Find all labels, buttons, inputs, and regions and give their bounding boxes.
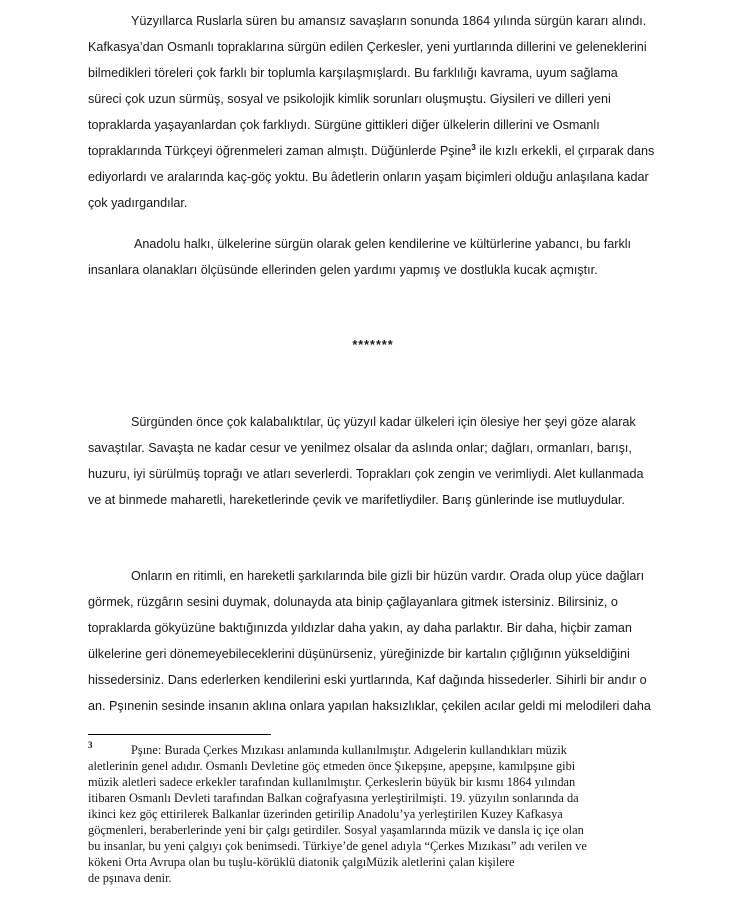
- paragraph-1-line-1: Yüzyıllarca Ruslarla süren bu amansız savaşların sonunda 1864 yılında sürgün kararı alındı.: [131, 14, 647, 28]
- footnote-line-5: ikinci kez göç ettirilerek Balkanlar üzerinden getirilip Anadolu’ya yerleştirilen Kuzey Kafkasya: [88, 807, 563, 821]
- footnote-line-9: de pşınava denir.: [88, 871, 172, 885]
- footnote-line-4: itibaren Osmanlı Devleti tarafından Balkan coğrafyasına yerleştirilmişti. 19. yüzyılın sonlarında da: [88, 791, 579, 805]
- section-separator: *******: [352, 338, 394, 352]
- paragraph-1-line-5: topraklarda yaşayanlardan çok farklıydı. Sürgüne gittikleri diğer ülkelerin dillerini ve Osmanlı: [88, 118, 600, 132]
- paragraph-1-line-6-before: topraklarında Türkçeyi öğrenmeleri zaman almıştı. Düğünlerde Pşine: [88, 144, 472, 158]
- paragraph-3-line-4: ve at binmede maharetli, hareketlerinde çevik ve marifetliydiler. Barış günlerinde ise mutluydular.: [88, 493, 625, 507]
- footnote-line-3: müzik aletleri sadece erkekler tarafından kullanılmıştır. Çerkeslerin büyük bir kısmı 1864 yılından: [88, 775, 576, 789]
- paragraph-1-line-7: ediyorlardı ve aralarında kaç-göç yoktu. Bu âdetlerin onların yaşam biçimleri olduğu anlaşılana kadar: [88, 170, 649, 184]
- footnote-line-6: göçmenleri, beraberlerinde yeni bir çalgı getirdiler. Sosyal yaşamlarında müzik ve dansla iç içe olan: [88, 823, 584, 837]
- paragraph-3-line-2: savaştılar. Savaşta ne kadar cesur ve yenilmez olsalar da aslında onlar; dağları, ormanları, barışı,: [88, 441, 632, 455]
- paragraph-1-line-3: bilmedikleri töreleri çok farklı bir toplumla karşılaşmışlardı. Bu farklılığı kavrama, uyum sağlama: [88, 66, 618, 80]
- footnote-divider: [88, 734, 271, 735]
- paragraph-4-line-1: Onların en ritimli, en hareketli şarkılarında bile gizli bir hüzün vardır. Orada olup yüce dağları: [131, 569, 645, 583]
- paragraph-2-line-2: insanlara olanakları ölçüsünde ellerinden gelen yardımı yapmış ve dostlukla kucak açmıştır.: [88, 263, 598, 277]
- paragraph-4-line-5: hissedersiniz. Dans ederlerken kendilerini eski yurtlarında, Kaf dağında hissederler. Sihirli bir andır o: [88, 673, 647, 687]
- paragraph-4-line-2: görmek, rüzgârın sesini duymak, dolunayda ata binip çağlayanlara gitmek istersiniz. Bilirsiniz, o: [88, 595, 618, 609]
- paragraph-1-line-4: süreci çok uzun sürmüş, sosyal ve psikolojik kimlik sorunları oluşmuştu. Giysileri ve dilleri yeni: [88, 92, 611, 106]
- footnote-reference: 3: [471, 143, 476, 152]
- footnote-line-2: aletlerinin genel adıdır. Osmanlı Devletine göç etmeden önce Şıkepşıne, apepşıne, kamılpşıne gibi: [88, 759, 576, 773]
- paragraph-1-line-6: [88, 143, 688, 159]
- paragraph-2-line-1: Anadolu halkı, ülkelerine sürgün olarak gelen kendilerine ve kültürlerine yabancı, bu farklı: [134, 237, 632, 251]
- paragraph-4-line-6: an. Pşınenin sesinde insanın aklına onlara yapılan haksızlıklar, çekilen acılar geldi mi melodileri daha: [88, 699, 651, 713]
- paragraph-1-line-2: Kafkasya’dan Osmanlı topraklarına sürgün edilen Çerkesler, yeni yurtlarında dillerini ve geleneklerini: [88, 40, 647, 54]
- paragraph-3-line-1: Sürgünden önce çok kalabalıktılar, üç yüzyıl kadar ülkeleri için ölesiye her şeyi göze alarak: [131, 415, 636, 429]
- paragraph-1-line-8: çok yadırgandılar.: [88, 196, 188, 210]
- footnote-line-8: kökeni Orta Avrupa olan bu tuşlu-körüklü diatonik çalgıMüzik aletlerini çalan kişilere: [88, 855, 515, 869]
- footnote-line-1: Pşıne: Burada Çerkes Mızıkası anlamında kullanılmıştır. Adıgelerin kullandıkları müzik: [131, 743, 568, 757]
- footnote-marker: 3: [88, 740, 93, 750]
- paragraph-3-line-3: huzuru, iyi sürülmüş toprağı ve atları severlerdi. Toprakları çok zengin ve verimliydi. Alet kullanmada: [88, 467, 644, 481]
- paragraph-1-line-6-after: ile kızlı erkekli, el çırparak dans: [475, 144, 655, 158]
- paragraph-4-line-4: ülkelerine geri dönemeyebileceklerini düşünürseniz, yüreğinizde bir kartalın çığlığının yükseldiğini: [88, 647, 630, 661]
- footnote-line-7: bu insanlar, bu yeni çalgıyı çok benimsedi. Türkiye’de genel adıyla “Çerkes Mızıkası” adı verilen ve: [88, 839, 587, 853]
- paragraph-4-line-3: topraklarda gökyüzüne baktığınızda yıldızlar daha yakın, ay daha parlaktır. Bir daha, hiçbir zaman: [88, 621, 632, 635]
